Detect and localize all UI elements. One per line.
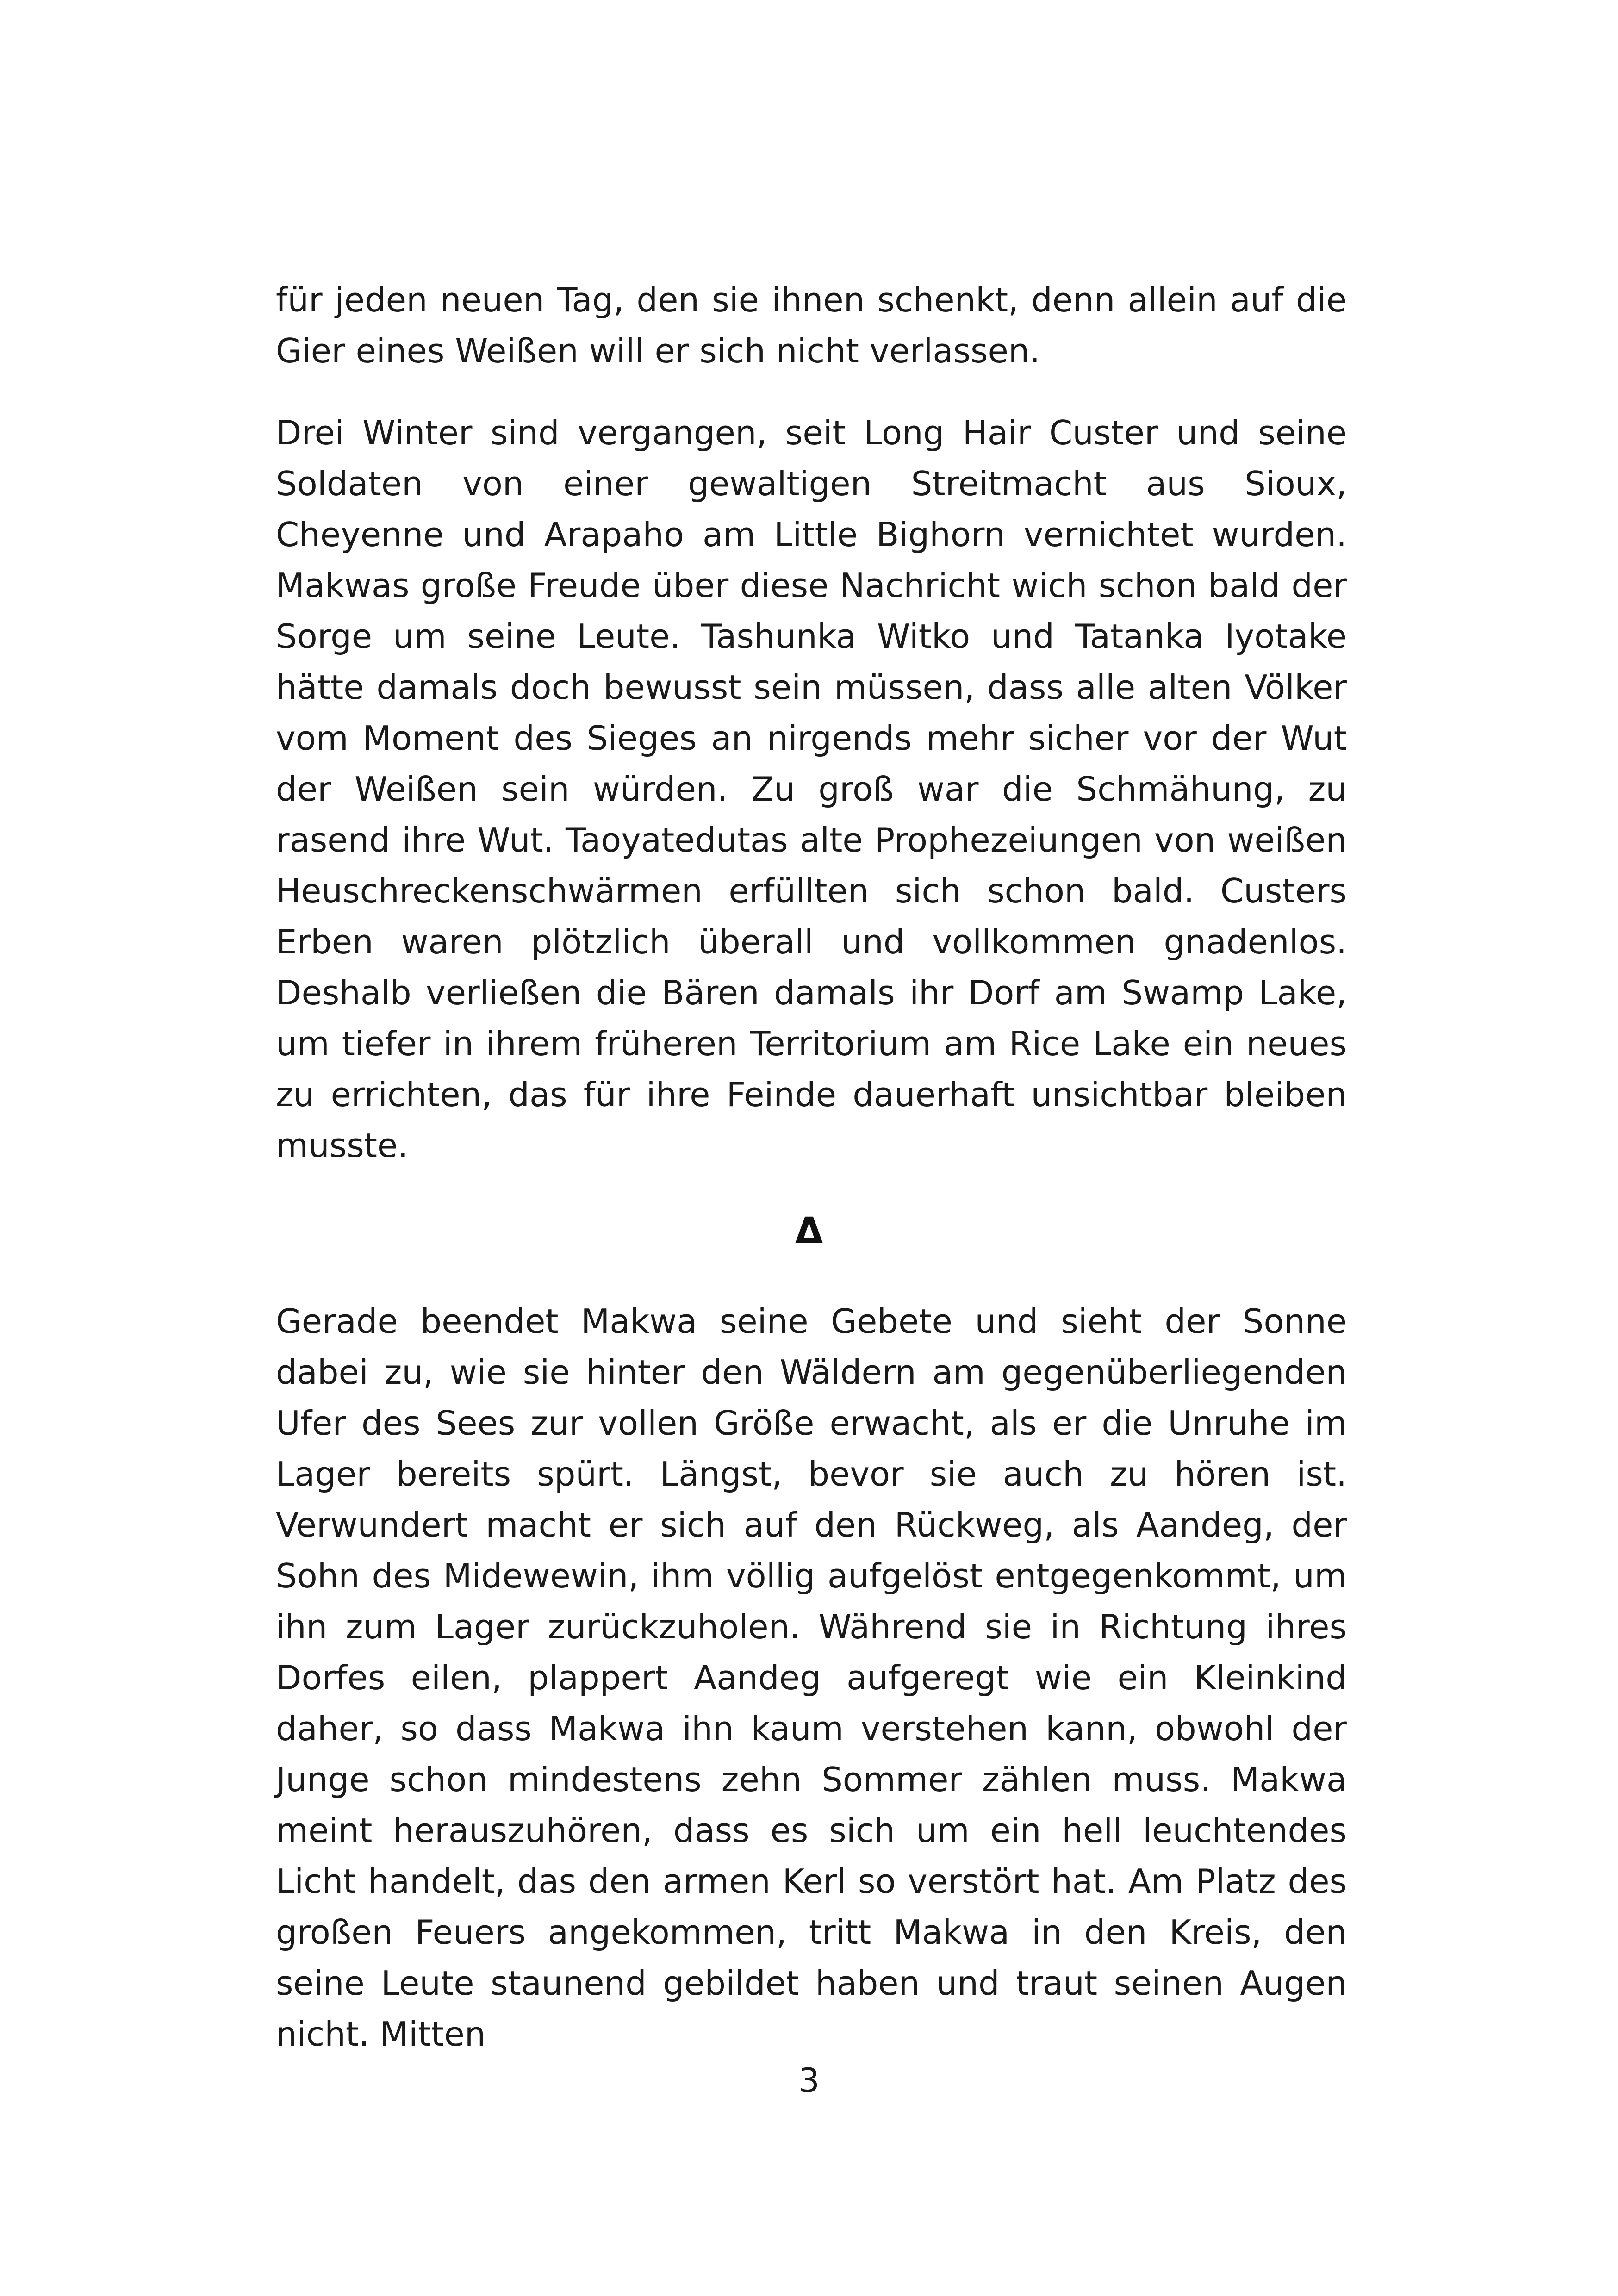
paragraph-custer: Drei Winter sind vergangen, seit Long Hair Custer und seine Soldaten von einer gewaltigen Streitmacht aus Sioux, Cheyenne und Arapaho am Little Bighorn vernichtet wurden. Makwas große Freude über diese Nachricht wich schon bald der Sorge um seine Leute. Tashunka Witko und Tatanka Iyotake hätte damals doch bewusst sein müssen, dass alle alten Völker vom Moment des Sieges an nirgends mehr sicher vor der Wut der Weißen sein würden. Zu groß war die Schmähung, zu rasend ihre Wut. Taoyatedutas alte Prophezeiungen von weißen Heuschreckenschwärmen erfüllten sich schon bald. Custers Erben waren plötzlich überall und vollkommen gnadenlos. Deshalb verließen die Bären damals ihr Dorf am Swamp Lake, um tiefer in ihrem früheren Territorium am Rice Lake ein neues zu errichten, das für ihre Feinde dauerhaft unsichtbar bleiben musste. — [276, 413, 1347, 1165]
paragraph-continuation: für jeden neuen Tag, den sie ihnen schenkt, denn allein auf die Gier eines Weißen will er sich nicht verlassen. — [276, 280, 1347, 370]
page-number: 3 — [798, 2061, 820, 2100]
paragraph-makwa-prayers: Gerade beendet Makwa seine Gebete und sieht der Sonne dabei zu, wie sie hinter den Wäldern am gegenüberliegenden Ufer des Sees zur vollen Größe erwacht, als er die Unruhe im Lager bereits spürt. Längst, bevor sie auch zu hören ist. Verwundert macht er sich auf den Rückweg, als Aandeg, der Sohn des Midewewin, ihm völlig aufgelöst entgegenkommt, um ihn zum Lager zurückzuholen. Während sie in Richtung ihres Dorfes eilen, plappert Aandeg aufgeregt wie ein Kleinkind daher, so dass Makwa ihn kaum verstehen kann, obwohl der Junge schon mindestens zehn Sommer zählen muss. Makwa meint herauszuhören, dass es sich um ein hell leuchtendes Licht handelt, das den armen Kerl so verstört hat. Am Platz des großen Feuers angekommen, tritt Makwa in den Kreis, den seine Leute staunend gebildet haben und traut seinen Augen nicht. Mitten — [276, 1302, 1347, 2053]
section-separator-glyph: Δ — [795, 1210, 823, 1252]
